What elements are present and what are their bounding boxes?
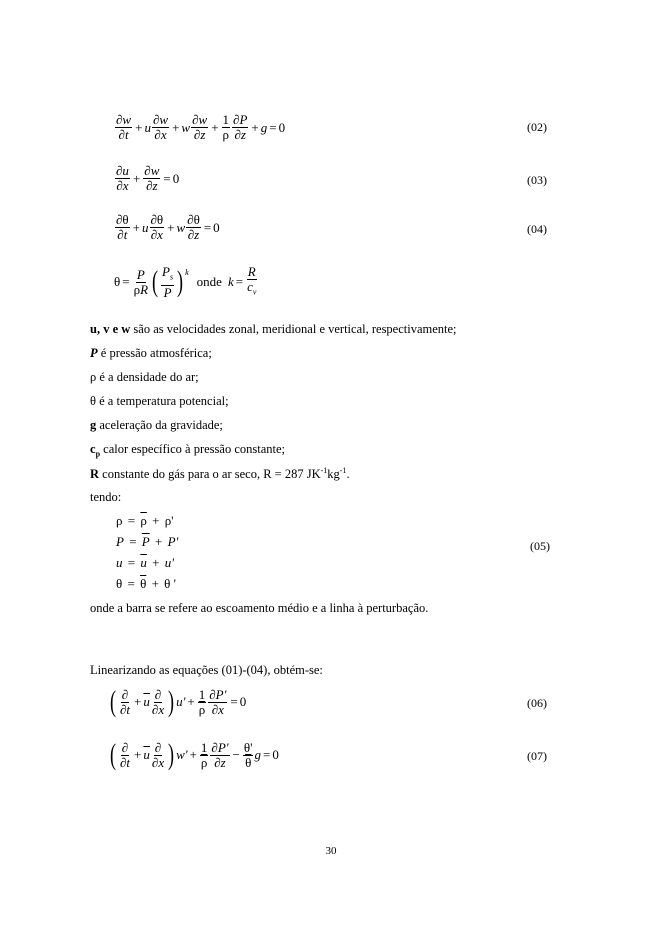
definition-density: ρ é a densidade do ar; — [90, 370, 199, 384]
definition-specific-heat: $c_p$ calor específico à pressão constante; — [90, 442, 286, 459]
equation-05: $\rho = \overline{\rho} + \rho'$ $P = \overline{P} + P'$ $u = \overline{u} + u'$ $\theta = \overline{\theta} + \theta$ ' — [116, 513, 179, 591]
equation-04: $\frac{\partial\theta}{\partial t}$ + u $\frac{\partial\theta}{\partial x}$ + w $\frac{\partial\theta}{\partial z}$ = 0 — [116, 212, 220, 242]
tendo-label: tendo: — [90, 490, 122, 504]
definition-velocities: u, v e w são as velocidades zonal, meridional e vertical, respectivamente; — [90, 322, 457, 336]
equation-number-03: (03) — [527, 173, 547, 187]
equation-number-04: (04) — [527, 222, 547, 236]
definition-gravity: g aceleração da gravidade; — [90, 418, 223, 432]
definition-pressure: P é pressão atmosférica; — [90, 346, 212, 360]
equation-02: $\frac{\partial w}{\partial t}$ + u $\frac{\partial w}{\partial x}$ + w $\frac{\partial w}{\partial z}$ + $\frac{1}{\rho}$ $\frac{\partial P}{\partial z}$ + g = 0 — [116, 112, 286, 142]
perturbation-note: onde a barra se refere ao escoamento médio e a linha à perturbação. — [90, 601, 429, 615]
equation-number-02: (02) — [527, 120, 547, 134]
equation-theta-definition: θ = $\frac{P}{\rho R}$ ( $\frac{P_s}{P}$ ) $^k$ onde k = $\frac{R}{c_v}$ — [114, 264, 257, 300]
definition-gas-constant: R constante do gás para o ar seco, R = 287 $JK^{-1}kg^{-1}$. — [90, 466, 350, 482]
onde-label: onde — [196, 274, 222, 290]
equation-number-05: (05) — [530, 539, 550, 553]
equation-number-07: (07) — [527, 749, 547, 763]
equation-07: ( $\frac{\partial}{\partial t}$ + $\overline{u}$ $\frac{\partial}{\partial x}$ ) w' + $\frac{1}{\rho}$ $\frac{\partial P'}{\partial z}$ − $\frac{\theta'}{\theta}$ g = 0 — [110, 738, 279, 771]
equation-03: $\frac{\partial u}{\partial x}$ + $\frac{\partial w}{\partial z}$ = 0 — [116, 163, 180, 193]
definition-potential-temperature: θ é a temperatura potencial; — [90, 394, 229, 408]
equation-06: ( $\frac{\partial}{\partial t}$ + $\overline{u}$ $\frac{\partial}{\partial x}$ ) u' + $\frac{1}{\rho}$ $\frac{\partial P'}{\partial x}$ = 0 — [110, 685, 247, 718]
linearization-intro: Linearizando as equações (01)-(04), obtém-se: — [90, 663, 323, 677]
equation-number-06: (06) — [527, 696, 547, 710]
page-number: 30 — [325, 845, 337, 857]
